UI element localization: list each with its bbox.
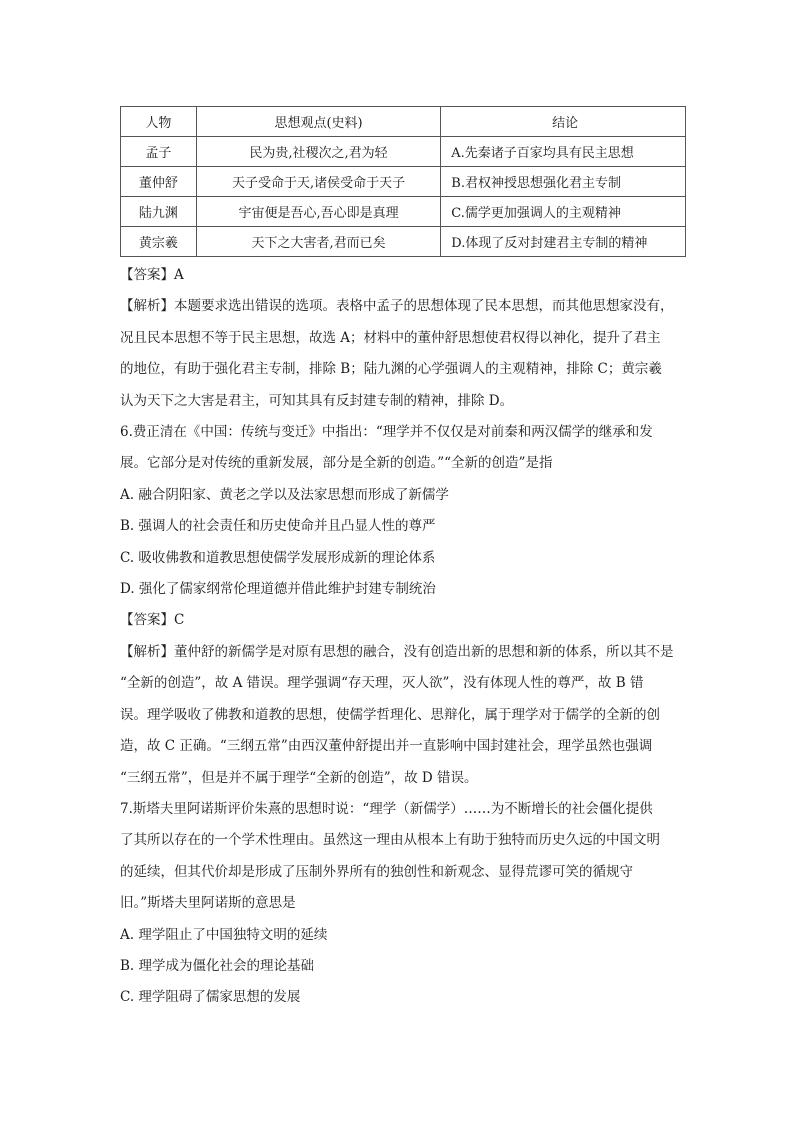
q6-stem [120,417,686,480]
table-cell-person: 陆九渊 [121,197,197,227]
q5-analysis-line: 况且民本思想不等于民主思想，故选 A；材料中的董仲舒思想使君权得以神化，提升了君主 [120,329,661,346]
q5-analysis [120,291,686,417]
thought-table [120,106,686,257]
table-row [121,197,686,227]
table-header-conclusion: 结论 [441,107,686,137]
table-row [121,227,686,257]
q6-option-d: D. 强化了儒家纲常伦理道德并借此维护封建专制统治 [120,581,436,598]
q6-analysis-line: 误。理学吸收了佛教和道教的思想，使儒学哲理化、思辩化，属于理学对于儒学的全新的创 [120,706,660,723]
q6-analysis [120,637,686,794]
table-cell-person: 董仲舒 [121,167,197,197]
q7-stem-line: 的延续，但其代价却是形成了压制外界所有的独创性和新观念、显得荒谬可笑的循规守 [120,863,633,880]
q7-stem-line: 旧。”斯塔夫里阿诺斯的意思是 [120,895,296,912]
table-cell-view: 天下之大害者,君而已矣 [196,227,440,257]
q6-option-a: A. 融合阴阳家、黄老之学以及法家思想而形成了新儒学 [120,486,449,503]
question-content [120,260,686,1014]
q6-analysis-line: “三纲五常”，但是并不属于理学“全新的创造”，故 D 错误。 [120,769,478,786]
q6-stem-line: 6.费正清在《中国：传统与变迁》中指出：“理学并不仅仅是对前秦和两汉儒学的继承和发 [120,424,653,441]
table-cell-conclusion: A.先秦诸子百家均具有民主思想 [441,137,686,167]
q7-stem [120,794,686,920]
q6-option-c: C. 吸收佛教和道教思想使儒学发展形成新的理论体系 [120,549,436,566]
q6-option-b: B. 强调人的社会责任和历史使命并且凸显人性的尊严 [120,518,436,535]
table-cell-person: 孟子 [121,137,197,167]
q5-answer: 【答案】A [120,267,184,283]
q5-analysis-line: 的地位，有助于强化君主专制，排除 B；陆九渊的心学强调人的主观精神，排除 C；黄宗羲 [120,361,662,378]
table-cell-person: 黄宗羲 [121,227,197,257]
table-cell-conclusion: C.儒学更加强调人的主观精神 [441,197,686,227]
q7-stem-line: 了其所以存在的一个学术性理由。虽然这一理由从根本上有助于独特而历史久远的中国文明 [120,832,660,849]
table-header-row [121,107,686,137]
q5-analysis-line: 【解析】本题要求选出错误的选项。表格中孟子的思想体现了民本思想，而其他思想家没有， [120,298,674,315]
table-header-person: 人物 [121,107,197,137]
table-cell-conclusion: D.体现了反对封建君主专制的精神 [441,227,686,257]
table-header-view: 思想观点(史料) [196,107,440,137]
q6-analysis-line: 【解析】董仲舒的新儒学是对原有思想的融合，没有创造出新的思想和新的体系，所以其不是 [120,643,674,660]
q7-option-a: A. 理学阻止了中国独特文明的延续 [120,926,328,943]
table-cell-conclusion: B.君权神授思想强化君主专制 [441,167,686,197]
table-cell-view: 民为贵,社稷次之,君为轻 [196,137,440,167]
q6-answer: 【答案】C [120,612,185,629]
q6-stem-line: 展。它部分是对传统的重新发展，部分是全新的创造。”“全新的创造”是指 [120,455,553,472]
q5-analysis-line: 认为天下之大害是君主，可知其具有反封建专制的精神，排除 D。 [120,392,514,409]
table-cell-view: 天子受命于天,诸侯受命于天子 [196,167,440,197]
q7-option-b: B. 理学成为僵化社会的理论基础 [120,957,315,974]
table-cell-view: 宇宙便是吾心,吾心即是真理 [196,197,440,227]
q7-stem-line: 7.斯塔夫里阿诺斯评价朱熹的思想时说：“理学（新儒学）……为不断增长的社会僵化提供 [120,800,653,817]
q6-analysis-line: 造，故 C 正确。“三纲五常”由西汉董仲舒提出并一直影响中国封建社会，理学虽然也强调 [120,738,653,755]
table-row [121,137,686,167]
q6-analysis-line: “全新的创造”，故 A 错误。理学强调“存天理，灭人欲”，没有体现人性的尊严，故 B 错 [120,675,644,692]
q7-option-c: C. 理学阻碍了儒家思想的发展 [120,989,301,1006]
table-row [121,167,686,197]
